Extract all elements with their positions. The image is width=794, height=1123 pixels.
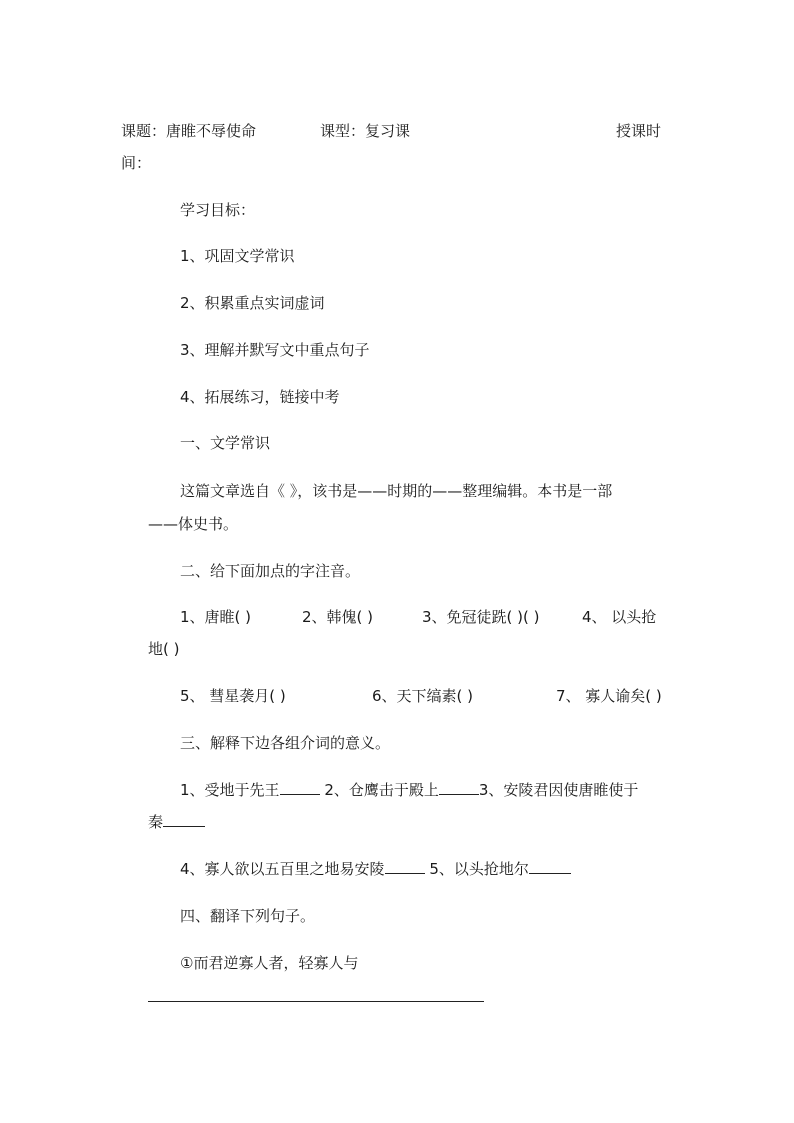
section4-title: 四、翻译下列句子。 [180, 907, 316, 925]
section1-line1: 这篇文章选自《 》，该书是——时期的——整理编辑。本书是一部 [180, 482, 613, 500]
section3-title: 三、解释下边各组介词的意义。 [180, 734, 391, 752]
header-type: 课型：复习课 [320, 122, 411, 140]
answer-line[interactable] [148, 1001, 484, 1002]
answer-blank[interactable] [163, 812, 205, 827]
pinyin-q2: 2、韩傀( ) [302, 608, 374, 626]
prep-q2: 2、仓鹰击于殿上 [324, 781, 439, 799]
objective-item: 3、理解并默写文中重点句子 [180, 341, 370, 359]
prep-row1 [180, 780, 638, 800]
answer-blank[interactable] [529, 859, 571, 874]
objective-item: 2、积累重点实词虚词 [180, 294, 325, 312]
prep-q1: 1、受地于先王 [180, 781, 280, 799]
prep-q4: 4、寡人欲以五百里之地易安陵 [180, 860, 385, 878]
translate-s1: ①而君逆寡人者，轻寡人与 [180, 954, 359, 972]
pinyin-q5: 5、 彗星袭月( ) [180, 687, 286, 705]
section2-title: 二、给下面加点的字注音。 [180, 562, 361, 580]
objectives-title: 学习目标： [180, 201, 256, 219]
objective-item: 1、巩固文学常识 [180, 247, 295, 265]
answer-blank[interactable] [385, 859, 425, 874]
prep-row3 [180, 859, 571, 879]
prep-q3-cont: 秦 [148, 813, 164, 831]
objective-item: 4、拓展练习，链接中考 [180, 388, 340, 406]
section1-title: 一、文学常识 [180, 434, 271, 452]
header-time: 授课时 [616, 122, 662, 140]
pinyin-q4-cont: 地( ) [148, 640, 180, 658]
pinyin-q6: 6、天下缟素( ) [372, 687, 474, 705]
prep-q5: 5、以头抢地尔 [429, 860, 529, 878]
pinyin-q3: 3、免冠徒跣( )( ) [422, 608, 540, 626]
pinyin-q7: 7、 寡人谕矣( ) [556, 687, 662, 705]
pinyin-q1: 1、唐睢( ) [180, 608, 252, 626]
section1-line2: ——体史书。 [148, 515, 239, 533]
answer-blank[interactable] [280, 780, 320, 795]
header-time-cont: 间： [121, 154, 152, 172]
header-topic: 课题：唐睢不辱使命 [121, 122, 257, 140]
answer-blank[interactable] [439, 780, 479, 795]
prep-q3: 3、安陵君因使唐睢使于 [478, 781, 639, 799]
pinyin-q4: 4、 以头抢 [582, 608, 657, 626]
prep-row2 [148, 812, 205, 832]
